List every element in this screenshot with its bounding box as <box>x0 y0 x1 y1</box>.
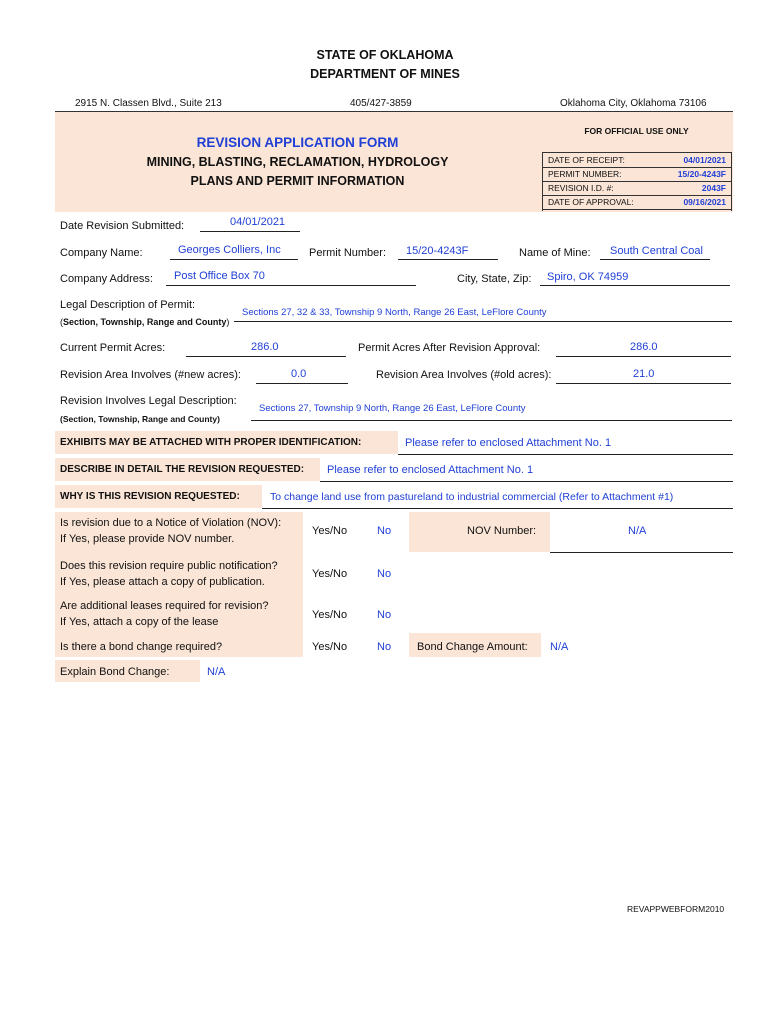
yesno-label-2: Yes/No <box>312 568 348 580</box>
bond-amount-label: Bond Change Amount: <box>417 641 528 653</box>
official-row-permit: PERMIT NUMBER: 15/20-4243F <box>543 167 731 182</box>
question-notification-line1: Does this revision require public notification? <box>60 560 278 572</box>
company-name-field[interactable]: Georges Colliers, Inc <box>170 241 298 260</box>
exhibits-field[interactable]: Please refer to enclosed Attachment No. 1 <box>398 431 733 455</box>
form-code: REVAPPWEBFORM2010 <box>627 904 725 914</box>
describe-label-cell <box>55 458 320 481</box>
mine-name-field[interactable]: South Central Coal <box>600 241 710 260</box>
explain-bond-label: Explain Bond Change: <box>60 666 170 678</box>
describe-field[interactable]: Please refer to enclosed Attachment No. 1 <box>320 458 733 482</box>
describe-label: DESCRIBE IN DETAIL THE REVISION REQUESTED: <box>60 464 305 475</box>
revision-legal-field[interactable]: Sections 27, Township 9 North, Range 26 East, LeFlore County <box>251 400 732 421</box>
explain-bond-value[interactable]: N/A <box>207 666 226 678</box>
answer-notification[interactable]: No <box>377 568 392 580</box>
permit-number-label: Permit Number: <box>309 247 387 259</box>
question-nov-line2: If Yes, please provide NOV number. <box>60 533 235 545</box>
old-acres-label: Revision Area Involves (#old acres): <box>376 369 552 381</box>
why-label-cell <box>55 485 262 508</box>
revision-legal-sublabel: (Section, Township, Range and County) <box>60 414 220 424</box>
bond-amount-value[interactable]: N/A <box>550 641 569 653</box>
question-leases-line2: If Yes, attach a copy of the lease <box>60 616 219 628</box>
nov-number-field[interactable]: N/A <box>550 512 733 553</box>
official-use-heading: FOR OFFICIAL USE ONLY <box>584 126 689 136</box>
after-acres-label: Permit Acres After Revision Approval: <box>358 342 541 354</box>
answer-nov[interactable]: No <box>377 525 392 537</box>
question-bond: Is there a bond change required? <box>60 641 223 653</box>
city-state-zip-label: City, State, Zip: <box>457 273 532 285</box>
yesno-label-3: Yes/No <box>312 609 348 621</box>
answer-leases[interactable]: No <box>377 609 392 621</box>
form-subtitle-2: PLANS AND PERMIT INFORMATION <box>190 174 405 188</box>
phone-text: 405/427-3859 <box>350 98 412 109</box>
new-acres-field[interactable]: 0.0 <box>256 365 348 384</box>
legal-description-field[interactable]: Sections 27, 32 & 33, Township 9 North, Range 26 East, LeFlore County <box>234 303 732 322</box>
form-subtitle-1: MINING, BLASTING, RECLAMATION, HYDROLOGY <box>146 155 449 169</box>
legal-description-label: Legal Description of Permit: <box>60 299 196 311</box>
yesno-label-1: Yes/No <box>312 525 348 537</box>
date-submitted-label: Date Revision Submitted: <box>60 220 185 232</box>
state-heading: STATE OF OKLAHOMA <box>316 48 454 62</box>
yesno-label-4: Yes/No <box>312 641 348 653</box>
company-address-field[interactable]: Post Office Box 70 <box>166 267 416 286</box>
official-row-revision-id: REVISION I.D. #: 2043F <box>543 181 731 196</box>
company-address-label: Company Address: <box>60 273 153 285</box>
question-nov-line1: Is revision due to a Notice of Violation (NOV): <box>60 517 282 529</box>
city-state-zip-field[interactable]: Spiro, OK 74959 <box>540 267 730 286</box>
exhibits-label: EXHIBITS MAY BE ATTACHED WITH PROPER IDENTIFICATION: <box>60 437 362 448</box>
after-acres-field[interactable]: 286.0 <box>556 338 731 357</box>
legal-description-sublabel: (Section, Township, Range and County) <box>60 317 230 327</box>
official-row-approval: DATE OF APPROVAL: 09/16/2021 <box>543 195 731 210</box>
why-label: WHY IS THIS REVISION REQUESTED: <box>60 491 240 502</box>
city-text: Oklahoma City, Oklahoma 73106 <box>560 98 707 109</box>
revision-legal-label: Revision Involves Legal Description: <box>60 395 237 407</box>
new-acres-label: Revision Area Involves (#new acres): <box>60 369 241 381</box>
question-notification-line2: If Yes, please attach a copy of publication. <box>60 576 265 588</box>
permit-number-field[interactable]: 15/20-4243F <box>398 241 498 260</box>
official-use-panel <box>540 112 733 212</box>
company-name-label: Company Name: <box>60 247 143 259</box>
date-submitted-field[interactable]: 04/01/2021 <box>200 213 300 232</box>
department-heading: DEPARTMENT OF MINES <box>310 67 460 81</box>
official-row-receipt: DATE OF RECEIPT: 04/01/2021 <box>543 153 731 168</box>
mine-name-label: Name of Mine: <box>519 247 591 259</box>
exhibits-label-cell <box>55 431 398 454</box>
current-acres-label: Current Permit Acres: <box>60 342 166 354</box>
official-use-table <box>542 152 732 211</box>
why-field[interactable]: To change land use from pastureland to industrial commercial (Refer to Attachment #1) <box>262 485 733 509</box>
form-title: REVISION APPLICATION FORM <box>196 135 399 150</box>
current-acres-field[interactable]: 286.0 <box>186 338 346 357</box>
old-acres-field[interactable]: 21.0 <box>556 365 731 384</box>
nov-number-label: NOV Number: <box>467 525 537 537</box>
answer-bond[interactable]: No <box>377 641 392 653</box>
question-leases-line1: Are additional leases required for revision? <box>60 600 269 612</box>
address-text: 2915 N. Classen Blvd., Suite 213 <box>75 98 222 109</box>
